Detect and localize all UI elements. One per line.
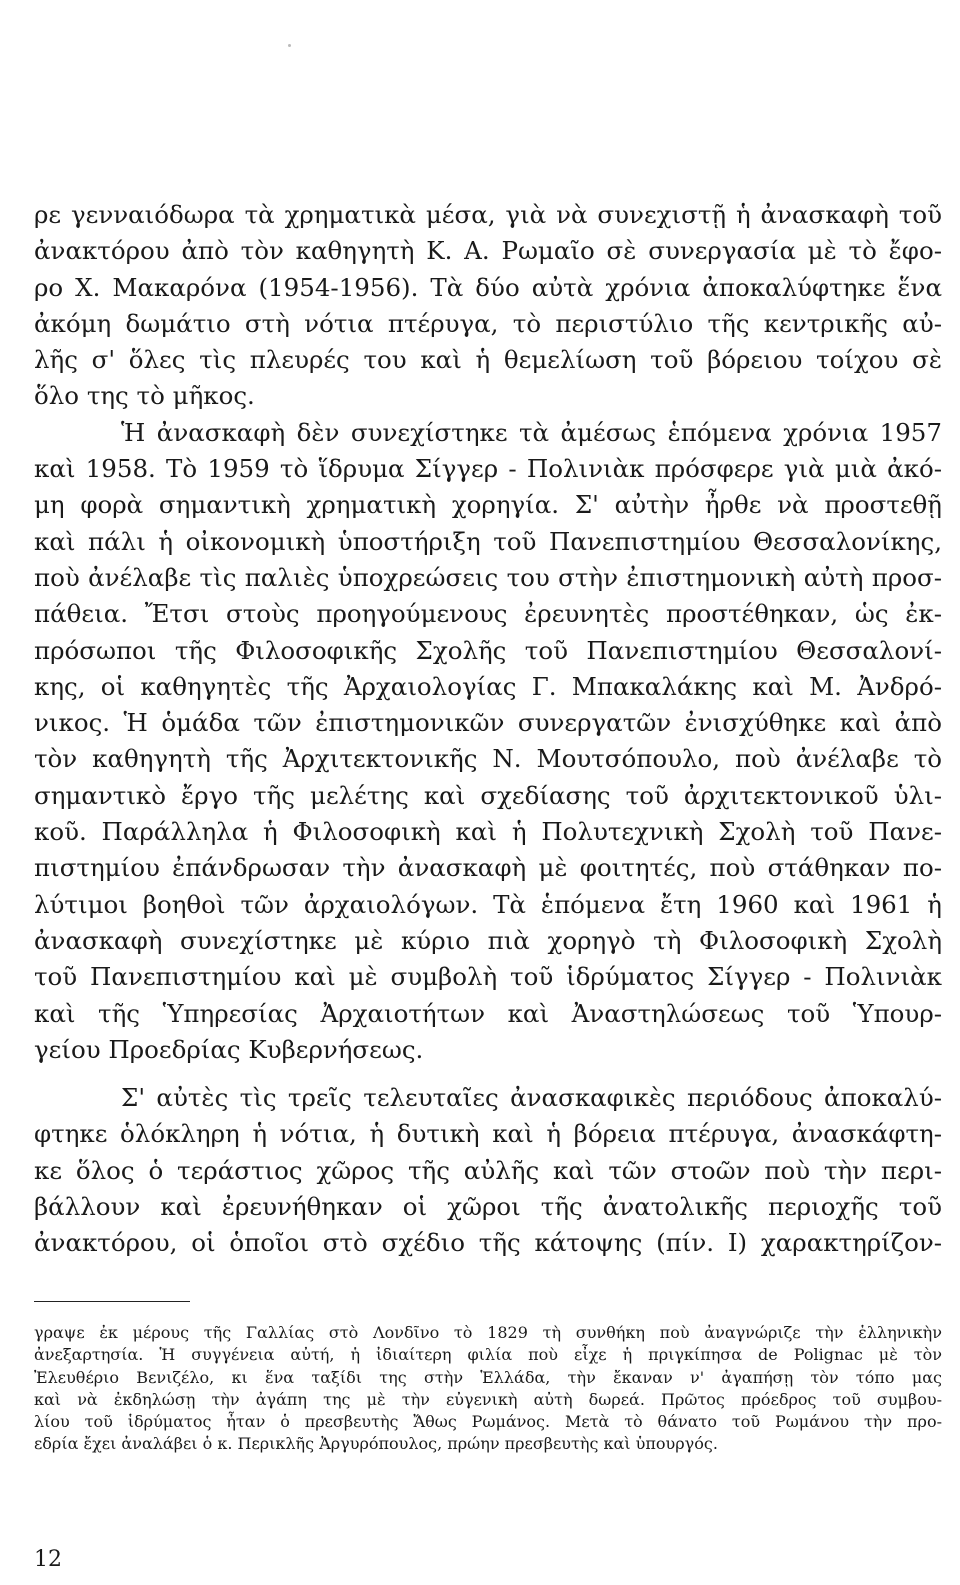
text-line: ἀκόμη δωμάτιο στὴ νότια πτέρυγα, τὸ περιστύλιο τῆς κεντρικῆς αὐ-: [34, 308, 942, 338]
footnote-line: καὶ νὰ ἐκδηλώσῃ τὴν ἀγάπη της μὲ τὴν εὐγενικὴ αὐτὴ δωρεά. Πρῶτος πρόεδρος τοῦ συμβου-: [34, 1389, 942, 1409]
text-line: τοῦ Πανεπιστημίου καὶ μὲ συμβολὴ τοῦ ἱδρύματος Σίγγερ - Πολινιὰκ: [34, 962, 942, 992]
footnote: [34, 1322, 942, 1456]
text-line: πάθεια. Ἔτσι στοὺς προηγούμενους ἐρευνητὲς προστέθηκαν, ὡς ἐκ-: [34, 599, 942, 629]
text-line: ἀνακτόρου, οἱ ὁποῖοι στὸ σχέδιο τῆς κάτοψης (πίν. I) χαρακτηρίζον-: [34, 1228, 942, 1258]
paragraph: [34, 1080, 942, 1261]
text-line: μη φορὰ σημαντικὴ χρηματικὴ χορηγία. Σ' αὐτὴν ἦρθε νὰ προστεθῇ: [34, 490, 942, 520]
text-line: πρόσωποι τῆς Φιλοσοφικῆς Σχολῆς τοῦ Πανεπιστημίου Θεσσαλονί-: [34, 635, 942, 665]
text-line: πιστημίου ἐπάνδρωσαν τὴν ἀνασκαφὴ μὲ φοιτητές, ποὺ στάθηκαν πο-: [34, 853, 942, 883]
text-line: τὸν καθηγητὴ τῆς Ἀρχιτεκτονικῆς Ν. Μουτσόπουλο, ποὺ ἀνέλαβε τὸ: [34, 744, 942, 774]
text-line: βάλλουν καὶ ἐρευνήθηκαν οἱ χῶροι τῆς ἀνατολικῆς περιοχῆς τοῦ: [34, 1192, 942, 1222]
footnote-divider: [34, 1301, 190, 1302]
text-line: Ἡ ἀνασκαφὴ δὲν συνεχίστηκε τὰ ἀμέσως ἑπόμενα χρόνια 1957: [121, 417, 942, 447]
paragraph: [34, 197, 942, 415]
text-line: λῆς σ' ὅλες τὶς πλευρές του καὶ ἡ θεμελίωση τοῦ βόρειου τοίχου σὲ: [34, 345, 942, 375]
text-line: γείου Προεδρίας Κυβερνήσεως.: [34, 1034, 424, 1064]
text-line: σημαντικὸ ἔργο τῆς μελέτης καὶ σχεδίασης τοῦ ἀρχιτεκτονικοῦ ὑλι-: [34, 780, 942, 810]
footnote-line: γραψε ἐκ μέρους τῆς Γαλλίας στὸ Λονδῖνο τὸ 1829 τὴ συνθήκη ποὺ ἀναγνώριζε τὴν ἑλληνικὴν: [34, 1323, 942, 1342]
text-line: καὶ πάλι ἡ οἰκονομικὴ ὑποστήριξη τοῦ Πανεπιστημίου Θεσσαλονίκης,: [34, 526, 942, 556]
text-line: κοῦ. Παράλληλα ἡ Φιλοσοφικὴ καὶ ἡ Πολυτεχνικὴ Σχολὴ τοῦ Πανε-: [34, 817, 942, 847]
page-number: 12: [34, 1547, 62, 1572]
text-line: λύτιμοι βοηθοὶ τῶν ἀρχαιολόγων. Τὰ ἑπόμενα ἔτη 1960 καὶ 1961 ἡ: [34, 889, 942, 919]
text-line: ρο Χ. Μακαρόνα (1954-1956). Τὰ δύο αὐτὰ χρόνια ἀποκαλύφτηκε ἕνα: [34, 272, 942, 302]
text-line: κης, οἱ καθηγητὲς τῆς Ἀρχαιολογίας Γ. Μπακαλάκης καὶ Μ. Ἀνδρό-: [34, 671, 942, 701]
text-line: φτηκε ὁλόκληρη ἡ νότια, ἡ δυτικὴ καὶ ἡ βόρεια πτέρυγα, ἀνασκάφτη-: [34, 1119, 942, 1149]
text-line: ρε γενναιόδωρα τὰ χρηματικὰ μέσα, γιὰ νὰ συνεχιστῇ ἡ ἀνασκαφὴ τοῦ: [34, 200, 942, 229]
paragraph-spacer: [34, 1068, 942, 1080]
text-line: κε ὅλος ὁ τεράστιος χῶρος τῆς αὐλῆς καὶ τῶν στοῶν ποὺ τὴν περι-: [34, 1155, 942, 1185]
footnote-line: Ἐλευθέριο Βενιζέλο, κι ἕνα ταξίδι της στὴν Ἑλλάδα, τὴν ἔκαναν ν' ἀγαπήσῃ τὸν τόπο μας: [34, 1367, 942, 1387]
footnote-line: εδρία ἔχει ἀναλάβει ὁ κ. Περικλῆς Ἀργυρόπουλος, πρώην πρεσβευτὴς καὶ ὑπουργός.: [34, 1434, 718, 1454]
text-line: νικος. Ἡ ὁμάδα τῶν ἐπιστημονικῶν συνεργατῶν ἐνισχύθηκε καὶ ἀπὸ: [34, 708, 942, 738]
paragraph: [34, 415, 942, 1068]
text-line: ποὺ ἀνέλαβε τὶς παλιὲς ὑποχρεώσεις του στὴν ἐπιστημονικὴ αὐτὴ προσ-: [34, 562, 942, 592]
footnote-line: ἀνεξαρτησία. Ἡ συγγένεια αὐτή, ἡ ἰδιαίτερη φιλία ποὺ εἶχε ἡ πριγκίπησα de Polignac μὲ τὸν: [34, 1345, 942, 1365]
main-text: [34, 197, 942, 1262]
scan-speck: [288, 44, 291, 47]
footnote-line: λίου τοῦ ἱδρύματος ἦταν ὁ πρεσβευτὴς Ἄθως Ρωμάνος. Μετὰ τὸ θάνατο τοῦ Ρωμάνου τὴν προ-: [34, 1412, 942, 1432]
text-line: καὶ τῆς Ὑπηρεσίας Ἀρχαιοτήτων καὶ Ἀναστηλώσεως τοῦ Ὑπουρ-: [34, 998, 942, 1028]
text-line: ἀνακτόρου ἀπὸ τὸν καθηγητὴ Κ. Α. Ρωμαῖο σὲ συνεργασία μὲ τὸ ἔφο-: [34, 236, 942, 266]
text-line: ἀνασκαφὴ συνεχίστηκε μὲ κύριο πιὰ χορηγὸ τὴ Φιλοσοφικὴ Σχολὴ: [34, 925, 942, 955]
text-line: Σ' αὐτὲς τὶς τρεῖς τελευταῖες ἀνασκαφικὲς περιόδους ἀποκαλύ-: [121, 1083, 942, 1113]
text-line: ὅλο της τὸ μῆκος.: [34, 381, 255, 411]
text-line: καὶ 1958. Τὸ 1959 τὸ ἵδρυμα Σίγγερ - Πολινιὰκ πρόσφερε γιὰ μιὰ ἀκό-: [34, 454, 942, 484]
